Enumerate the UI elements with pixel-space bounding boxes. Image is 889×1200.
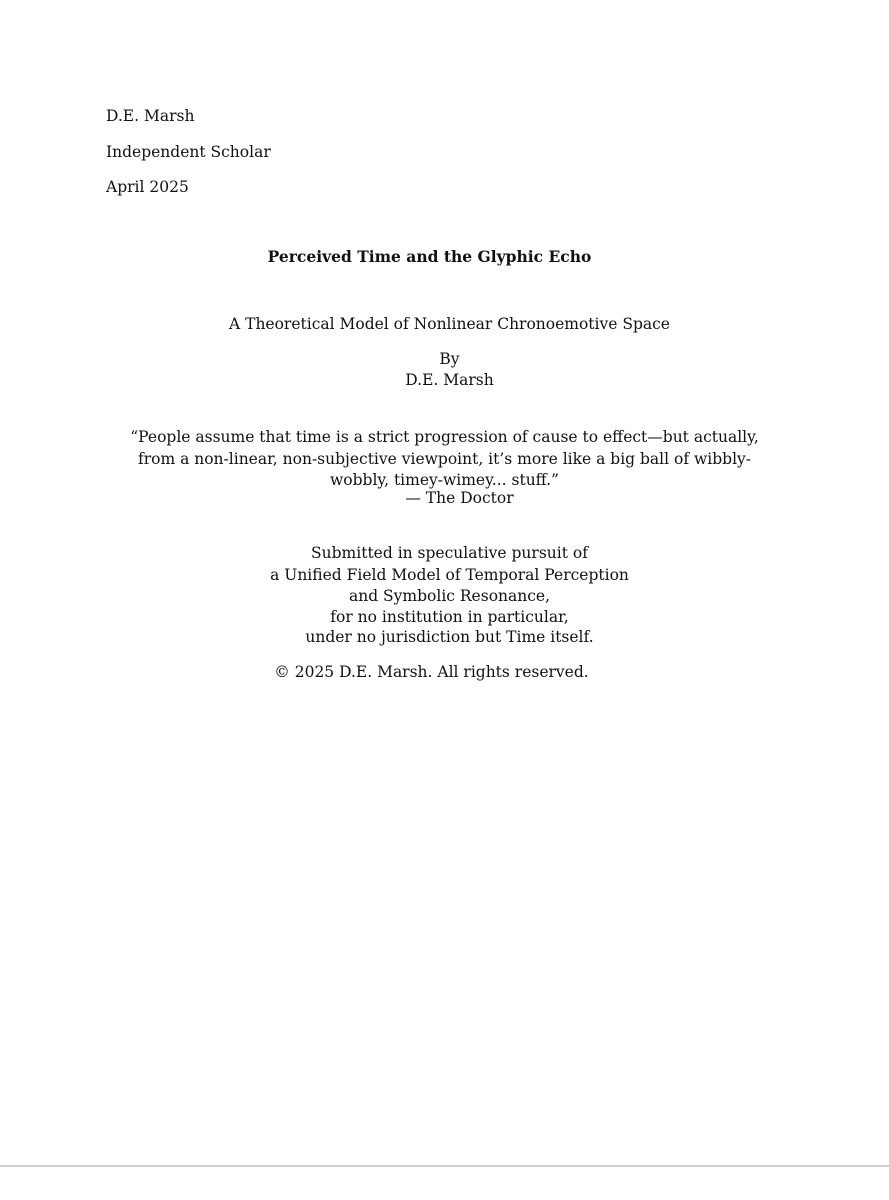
copyright-notice: © 2025 D.E. Marsh. All rights reserved.	[274, 663, 589, 681]
epigraph-line: from a non-linear, non-subjective viewpoint, it’s more like a big ball of wibbly-	[137, 450, 752, 468]
submission-line: a Unified Field Model of Temporal Perception	[270, 566, 629, 584]
submission-line: under no jurisdiction but Time itself.	[305, 628, 594, 646]
epigraph-line: wobbly, timey-wimey... stuff.”	[330, 471, 559, 489]
epigraph-attribution: — The Doctor	[405, 489, 514, 507]
affiliation: Independent Scholar	[106, 143, 271, 161]
submission-line: Submitted in speculative pursuit of	[311, 544, 588, 562]
page-divider	[0, 1165, 889, 1167]
subtitle: A Theoretical Model of Nonlinear Chronoemotive Space	[228, 315, 670, 333]
epigraph-line: “People assume that time is a strict progression of cause to effect—but actually,	[130, 428, 759, 446]
document-title: Perceived Time and the Glyphic Echo	[267, 247, 592, 266]
byline-by: By	[439, 350, 460, 368]
date: April 2025	[106, 178, 189, 196]
submission-line: for no institution in particular,	[330, 608, 569, 626]
byline-author: D.E. Marsh	[405, 371, 494, 389]
author-name: D.E. Marsh	[106, 107, 195, 125]
submission-line: and Symbolic Resonance,	[348, 587, 551, 605]
